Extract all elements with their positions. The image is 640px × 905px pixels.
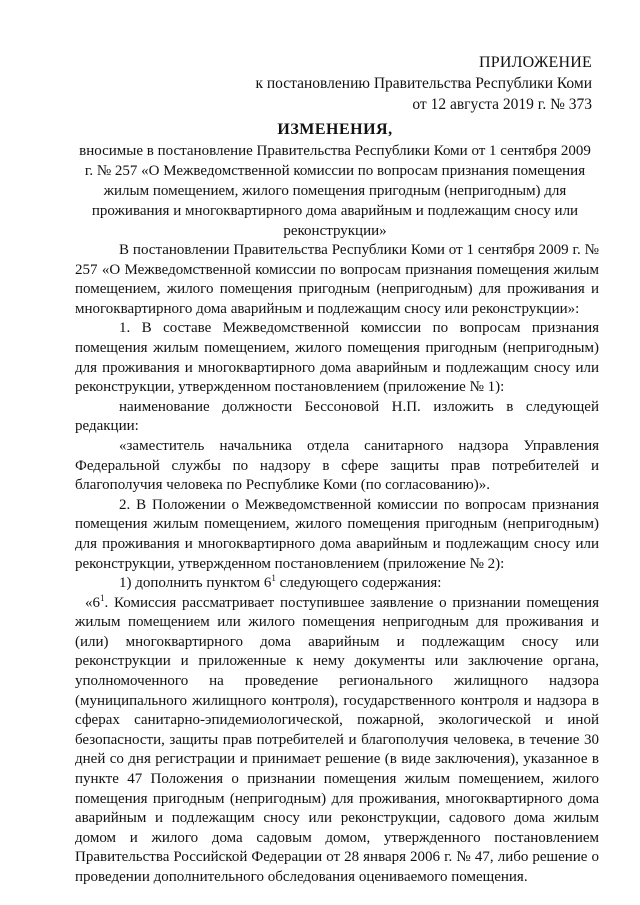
item-2-sub-paragraph (75, 574, 599, 594)
clause-6-1-paragraph (75, 594, 599, 888)
appendix-block (255, 52, 592, 115)
document-body (75, 241, 599, 888)
heading-title: ИЗМЕНЕНИЯ, (277, 121, 393, 138)
appendix-reference: к постановлению Правительства Республики Коми (255, 75, 592, 92)
clause-6-1-text-b: . Комиссия рассматривает поступившее заявление о признании помещения жилым помещением или жилого помещения непригодным для проживания и (или) многоквартирного дома аварийным и подлежащим сносу или реконструкции и приложенные к нему документы или заключение органа, уполномоченного на проведение регионального жилищного надзора (муниципального жилищного контроля), государственного контроля и надзора в сферах санитарно-эпидемиологической, пожарной, экологической и иной безопасности, защиты прав потребителей и благополучия человека, в течение 30 дней со дня регистрации и принимает решение (в виде заключения), указанное в пункте 47 Положения о признании помещения жилым помещением, жилого помещения пригодным (непригодным) для проживания, многоквартирного дома аварийным и подлежащим сносу или реконструкции, садового дома жилым домом и жилого дома садовым домом, утвержденного постановлением Правительства Российской Федерации от 28 января 2006 г. № 47, либо решение о проведении дополнительного обследования оцениваемого помещения. (75, 594, 599, 885)
item-1-paragraph: 1. В составе Межведомственной комиссии по вопросам признания помещения жилым помещением, жилого помещения пригодным (непригодным) для проживания и многоквартирного дома аварийным и подлежащим сносу или реконструкции, утвержденном постановлением (приложение № 1): (75, 320, 599, 396)
clause-6-1-text-a: «6 (85, 594, 100, 611)
document-heading (75, 120, 595, 241)
item-2-paragraph: 2. В Положении о Межведомственной комиссии по вопросам признания помещения жилым помещением, жилого помещения пригодным (непригодным) для проживания и многоквартирного дома аварийным и подлежащим сносу или реконструкции, утвержденном постановлением (приложение № 2): (75, 496, 599, 572)
item-1-quote-paragraph: «заместитель начальника отдела санитарного надзора Управления Федеральной службы по надзору в сфере защиты прав потребителей и благополучия человека по Республике Коми (по согласованию)». (75, 437, 599, 494)
item-2-sub-text-a: 1) дополнить пунктом 6 (119, 575, 272, 592)
appendix-title: ПРИЛОЖЕНИЕ (478, 54, 592, 71)
item-2-sub-text-b: следующего содержания: (275, 575, 442, 592)
heading-subtitle: вносимые в постановление Правительства Республики Коми от 1 сентября 2009 г. № 257 «О Межведомственной комиссии по вопросам признания помещения жилым помещением, жилого помещения пригодным (непригодным) для проживания и многоквартирного дома аварийным и подлежащим сносу или реконструкции» (79, 143, 591, 239)
item-2-sub-superscript: 1 (271, 573, 276, 584)
clause-6-1-superscript: 1 (100, 592, 105, 603)
appendix-date: от 12 августа 2019 г. № 373 (412, 96, 592, 113)
intro-paragraph: В постановлении Правительства Республики Коми от 1 сентября 2009 г. № 257 «О Межведомственной комиссии по вопросам признания помещения жилым помещением, жилого помещения пригодным (непригодным) для проживания и многоквартирного дома аварийным и подлежащим сносу или реконструкции»: (75, 242, 599, 317)
item-1-sub-paragraph: наименование должности Бессоновой Н.П. изложить в следующей редакции: (75, 398, 599, 435)
